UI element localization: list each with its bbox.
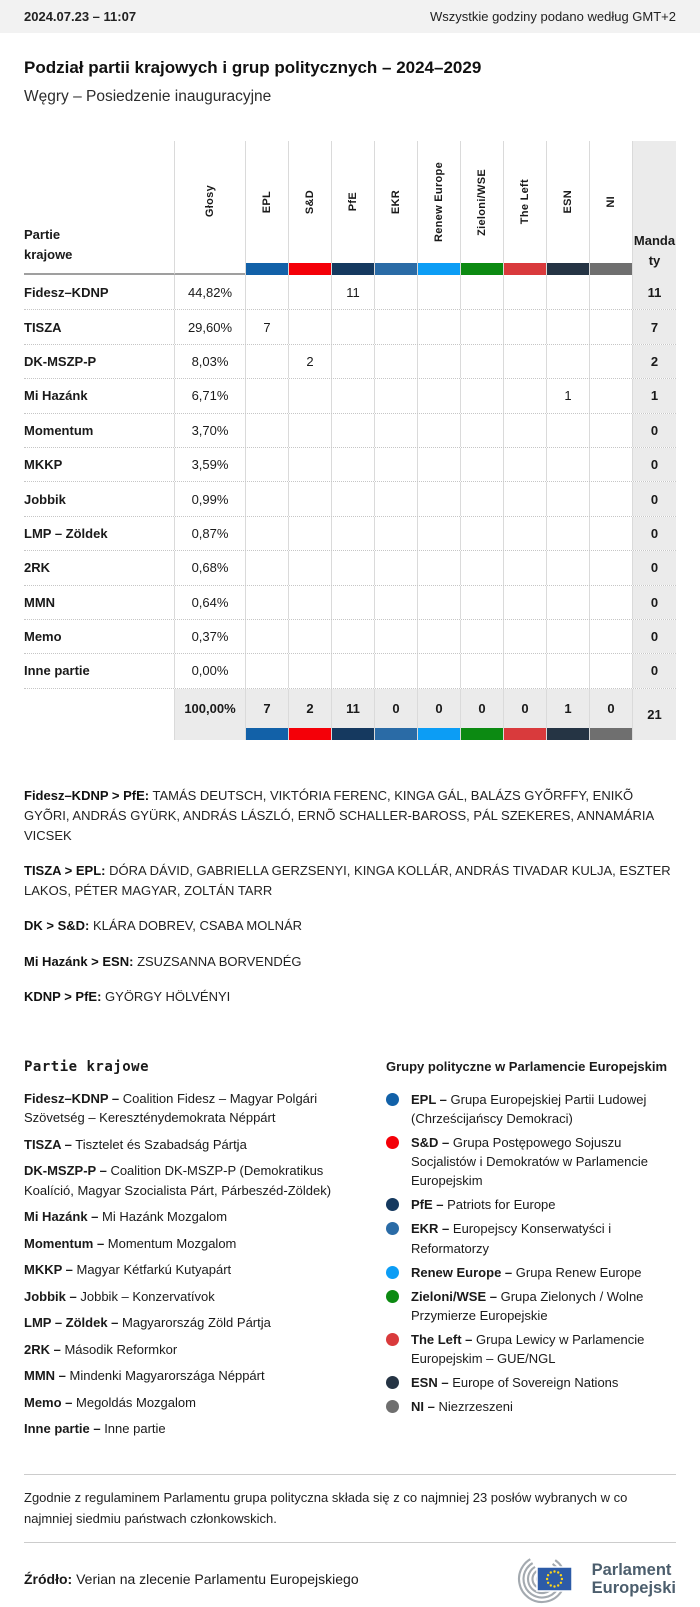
- group-cell: [417, 586, 460, 619]
- seats-cell: 11: [632, 275, 676, 309]
- total-group-cell: 11: [331, 689, 374, 740]
- votes-cell: 29,60%: [174, 310, 245, 343]
- seats-cell: 0: [632, 482, 676, 515]
- group-cell: 7: [245, 310, 288, 343]
- group-color-dot: [386, 1376, 399, 1389]
- group-cell: [546, 448, 589, 481]
- group-cell: [546, 586, 589, 619]
- party-name: Fidesz–KDNP: [24, 284, 109, 300]
- legend-group-item: NI – Niezrzeszeni: [386, 1397, 676, 1416]
- seats-cell: 0: [632, 551, 676, 584]
- table-row: [24, 309, 676, 343]
- group-cell: [245, 586, 288, 619]
- group-cell: 2: [288, 345, 331, 378]
- group-cell: [546, 482, 589, 515]
- legend-party-item: TISZA – Tisztelet és Szabadság Pártja: [24, 1136, 247, 1152]
- group-color-dot: [386, 1400, 399, 1413]
- group-cell: [546, 414, 589, 447]
- group-cell: [374, 275, 417, 309]
- table-row: [24, 550, 676, 584]
- divider: [24, 1542, 676, 1543]
- hemicycle-icon: [508, 1551, 586, 1607]
- group-cell: [503, 448, 546, 481]
- table-row: [24, 344, 676, 378]
- legend-party-item: MKKP – Magyar Kétfarkú Kutyapárt: [24, 1262, 232, 1278]
- group-cell: [546, 654, 589, 687]
- source-text: Źródło: Verian na zlecenie Parlamentu Europejskiego: [24, 1571, 359, 1588]
- group-color-bar: [590, 263, 632, 275]
- group-color-bar: [590, 728, 632, 740]
- total-group-cell: 2: [288, 689, 331, 740]
- group-cell: [589, 551, 632, 584]
- group-color-bar: [332, 263, 374, 275]
- group-cell: [503, 275, 546, 309]
- legend-political-groups: [386, 1059, 676, 1446]
- group-cell: [288, 310, 331, 343]
- datetime: 2024.07.23 – 11:07: [24, 9, 137, 24]
- group-color-bar: [461, 728, 503, 740]
- group-cell: [374, 654, 417, 687]
- seats-cell: 7: [632, 310, 676, 343]
- legend-group-item: Zieloni/WSE – Grupa Zielonych / Wolne Przymierze Europejskie: [386, 1287, 676, 1325]
- group-cell: [546, 620, 589, 653]
- group-cell: [288, 448, 331, 481]
- group-color-dot: [386, 1093, 399, 1106]
- top-bar: [0, 0, 700, 33]
- group-cell: [331, 517, 374, 550]
- group-cell: [245, 414, 288, 447]
- group-cell: [331, 310, 374, 343]
- legend-group-item: EKR – Europejscy Konserwatyści i Reformatorzy: [386, 1219, 676, 1257]
- group-color-dot: [386, 1266, 399, 1279]
- page-subtitle: Węgry – Posiedzenie inauguracyjne: [24, 88, 272, 105]
- group-cell: [245, 345, 288, 378]
- group-cell: [503, 654, 546, 687]
- col-header-ekr: EKR: [374, 141, 417, 275]
- col-header-renew: Renew Europe: [417, 141, 460, 275]
- group-cell: [460, 414, 503, 447]
- party-name: 2RK: [24, 560, 51, 576]
- party-name: MMN: [24, 594, 56, 610]
- total-votes: 100,00%: [174, 689, 245, 740]
- seats-col-header: Mandaty: [632, 141, 676, 275]
- group-cell: [460, 448, 503, 481]
- group-cell: [589, 654, 632, 687]
- group-cell: [417, 310, 460, 343]
- seats-cell: 2: [632, 345, 676, 378]
- legend-group-item: PfE – Patriots for Europe: [386, 1195, 676, 1214]
- group-color-bar: [375, 263, 417, 275]
- group-cell: [331, 620, 374, 653]
- party-name: Inne partie: [24, 663, 90, 679]
- rules-note: Zgodnie z regulaminem Parlamentu grupa polityczna składa się z co najmniej 23 posłów wybranych w co najmniej siedmiu państwach członkowskich.: [24, 1489, 628, 1526]
- group-cell: [374, 448, 417, 481]
- group-color-bar: [246, 728, 288, 740]
- group-color-bar: [289, 728, 331, 740]
- group-cell: [503, 310, 546, 343]
- legend-national-parties: [24, 1059, 386, 1446]
- source-row: [24, 1551, 676, 1607]
- group-cell: [546, 517, 589, 550]
- votes-cell: 8,03%: [174, 345, 245, 378]
- seats-cell: 0: [632, 654, 676, 687]
- group-cell: [417, 551, 460, 584]
- votes-cell: 0,68%: [174, 551, 245, 584]
- group-color-dot: [386, 1198, 399, 1211]
- col-header-pfe: PfE: [331, 141, 374, 275]
- table-row: [24, 619, 676, 653]
- group-color-dot: [386, 1222, 399, 1235]
- table-total-row: [24, 688, 676, 740]
- group-cell: [589, 345, 632, 378]
- party-name: Memo: [24, 629, 62, 645]
- legend-section: [24, 1059, 676, 1446]
- group-cell: 11: [331, 275, 374, 309]
- delegations-section: [24, 786, 676, 1007]
- group-cell: [417, 379, 460, 412]
- votes-cell: 0,00%: [174, 654, 245, 687]
- party-name: DK-MSZP-P: [24, 353, 97, 369]
- votes-cell: 6,71%: [174, 379, 245, 412]
- legend-party-item: Inne partie – Inne partie: [24, 1421, 166, 1437]
- party-name: LMP – Zöldek: [24, 525, 108, 541]
- group-cell: [288, 551, 331, 584]
- group-cell: [460, 275, 503, 309]
- total-group-cell: 1: [546, 689, 589, 740]
- group-cell: [245, 654, 288, 687]
- group-cell: [503, 551, 546, 584]
- seats-cell: 0: [632, 448, 676, 481]
- total-group-cell: 0: [589, 689, 632, 740]
- group-cell: [374, 586, 417, 619]
- group-cell: [374, 620, 417, 653]
- ep-logo-text: Parlament Europejski: [591, 1560, 676, 1598]
- legend-party-item: DK-MSZP-P – Coalition DK-MSZP-P (Demokratikus Koalíció, Magyar Szocialista Párt, Párbeszéd-Zöldek): [24, 1163, 332, 1198]
- group-cell: [374, 345, 417, 378]
- group-color-dot: [386, 1136, 399, 1149]
- votes-cell: 44,82%: [174, 275, 245, 309]
- group-color-dot: [386, 1290, 399, 1303]
- group-color-dot: [386, 1333, 399, 1346]
- group-cell: [374, 414, 417, 447]
- group-cell: [589, 275, 632, 309]
- table-header-row: [24, 141, 676, 275]
- party-name: Momentum: [24, 422, 94, 438]
- delegation-note: Fidesz–KDNP > PfE: TAMÁS DEUTSCH, VIKTÓRIA FERENC, KINGA GÁL, BALÁZS GYÕRFFY, ENIKÕ GYÕRI, ANDRÁS GYÜRK, ANDRÁS LÁSZLÓ, ERNÕ SCHALLER-BAROSS, PÁL SZEKERES, ANNAMÁRIA VICSEK: [24, 787, 654, 843]
- col-header-ni: NI: [589, 141, 632, 275]
- group-cell: [374, 310, 417, 343]
- votes-cell: 0,87%: [174, 517, 245, 550]
- group-cell: [546, 551, 589, 584]
- votes-cell: 3,59%: [174, 448, 245, 481]
- ep-logo: [508, 1551, 676, 1607]
- legend-parties-header: Partie krajowe: [24, 1058, 150, 1075]
- legend-party-item: Mi Hazánk – Mi Hazánk Mozgalom: [24, 1209, 228, 1225]
- group-cell: [245, 517, 288, 550]
- results-table: [24, 141, 676, 740]
- total-empty-cell: [24, 689, 174, 740]
- col-header-sd: S&D: [288, 141, 331, 275]
- group-cell: [546, 275, 589, 309]
- group-cell: [460, 310, 503, 343]
- col-header-zieloni: Zieloni/WSE: [460, 141, 503, 275]
- group-color-bar: [246, 263, 288, 275]
- group-cell: [589, 517, 632, 550]
- group-cell: [245, 620, 288, 653]
- group-cell: [503, 414, 546, 447]
- legend-group-item: S&D – Grupa Postępowego Sojuszu Socjalistów i Demokratów w Parlamencie Europejskim: [386, 1133, 676, 1190]
- col-header-epl: EPL: [245, 141, 288, 275]
- group-cell: [288, 379, 331, 412]
- legend-group-item: The Left – Grupa Lewicy w Parlamencie Europejskim – GUE/NGL: [386, 1330, 676, 1368]
- table-row: [24, 481, 676, 515]
- group-cell: [331, 551, 374, 584]
- total-group-cell: 7: [245, 689, 288, 740]
- legend-group-item: ESN – Europe of Sovereign Nations: [386, 1373, 676, 1392]
- group-color-bar: [461, 263, 503, 275]
- group-cell: [417, 517, 460, 550]
- legend-party-item: LMP – Zöldek – Magyarország Zöld Pártja: [24, 1315, 271, 1331]
- party-col-header: Partie krajowe: [24, 141, 174, 275]
- group-cell: [589, 620, 632, 653]
- group-cell: [546, 310, 589, 343]
- group-cell: [503, 517, 546, 550]
- table-row: [24, 413, 676, 447]
- seats-cell: 0: [632, 586, 676, 619]
- group-color-bar: [504, 728, 546, 740]
- group-cell: [546, 345, 589, 378]
- group-cell: [245, 482, 288, 515]
- group-cell: [417, 345, 460, 378]
- group-cell: [417, 620, 460, 653]
- group-cell: [288, 414, 331, 447]
- votes-cell: 0,99%: [174, 482, 245, 515]
- group-cell: [245, 379, 288, 412]
- votes-cell: 0,37%: [174, 620, 245, 653]
- group-cell: [460, 517, 503, 550]
- timezone-note: Wszystkie godziny podano według GMT+2: [429, 9, 676, 24]
- group-cell: [374, 482, 417, 515]
- legend-party-item: Momentum – Momentum Mozgalom: [24, 1235, 237, 1251]
- group-color-bar: [547, 728, 589, 740]
- group-cell: [417, 654, 460, 687]
- group-cell: [417, 482, 460, 515]
- votes-cell: 0,64%: [174, 586, 245, 619]
- group-cell: 1: [546, 379, 589, 412]
- col-header-theleft: The Left: [503, 141, 546, 275]
- group-cell: [331, 379, 374, 412]
- group-cell: [331, 414, 374, 447]
- group-cell: [503, 620, 546, 653]
- group-cell: [589, 379, 632, 412]
- seats-cell: 0: [632, 620, 676, 653]
- group-color-bar: [418, 728, 460, 740]
- group-color-bar: [375, 728, 417, 740]
- group-cell: [331, 448, 374, 481]
- legend-group-item: EPL – Grupa Europejskiej Partii Ludowej (Chrześcijańscy Demokraci): [386, 1090, 676, 1128]
- delegation-note: TISZA > EPL: DÓRA DÁVID, GABRIELLA GERZSENYI, KINGA KOLLÁR, ANDRÁS TIVADAR KULJA, ESZTER LAKOS, PÉTER MAGYAR, ZOLTÁN TARR: [24, 863, 671, 899]
- divider: [24, 1474, 676, 1475]
- group-cell: [417, 448, 460, 481]
- seats-cell: 0: [632, 414, 676, 447]
- group-cell: [589, 448, 632, 481]
- group-cell: [589, 482, 632, 515]
- votes-cell: 3,70%: [174, 414, 245, 447]
- total-group-cell: 0: [460, 689, 503, 740]
- group-cell: [374, 551, 417, 584]
- group-cell: [503, 345, 546, 378]
- legend-party-item: Jobbik – Jobbik – Konzervatívok: [24, 1288, 215, 1304]
- party-name: TISZA: [24, 319, 62, 335]
- legend-group-item: Renew Europe – Grupa Renew Europe: [386, 1263, 676, 1282]
- page-title: Podział partii krajowych i grup politycznych – 2024–2029: [24, 58, 482, 77]
- group-cell: [288, 482, 331, 515]
- legend-party-item: MMN – Mindenki Magyarországa Néppárt: [24, 1368, 265, 1384]
- group-cell: [374, 517, 417, 550]
- group-cell: [460, 586, 503, 619]
- total-group-cell: 0: [417, 689, 460, 740]
- group-cell: [288, 620, 331, 653]
- group-cell: [331, 586, 374, 619]
- legend-party-item: Fidesz–KDNP – Coalition Fidesz – Magyar Polgári Szövetség – Kereszténydemokrata Néppárt: [24, 1090, 318, 1126]
- delegation-note: DK > S&D: KLÁRA DOBREV, CSABA MOLNÁR: [24, 918, 303, 934]
- col-header-esn: ESN: [546, 141, 589, 275]
- party-name: Mi Hazánk: [24, 388, 88, 404]
- group-cell: [589, 414, 632, 447]
- votes-col-header: Głosy: [174, 141, 245, 275]
- group-cell: [460, 482, 503, 515]
- group-cell: [374, 379, 417, 412]
- group-cell: [245, 551, 288, 584]
- table-body: [24, 275, 676, 688]
- group-cell: [417, 414, 460, 447]
- legend-party-item: 2RK – Második Reformkor: [24, 1341, 178, 1357]
- group-cell: [460, 654, 503, 687]
- group-cell: [589, 586, 632, 619]
- group-cell: [331, 482, 374, 515]
- total-group-cell: 0: [374, 689, 417, 740]
- group-color-bar: [332, 728, 374, 740]
- group-color-bar: [289, 263, 331, 275]
- group-cell: [460, 345, 503, 378]
- group-cell: [288, 517, 331, 550]
- group-cell: [245, 448, 288, 481]
- group-cell: [460, 620, 503, 653]
- table-row: [24, 585, 676, 619]
- seats-cell: 0: [632, 517, 676, 550]
- delegation-note: Mi Hazánk > ESN: ZSUZSANNA BORVENDÉG: [24, 953, 302, 969]
- group-cell: [503, 482, 546, 515]
- table-row: [24, 378, 676, 412]
- group-cell: [503, 379, 546, 412]
- legend-party-item: Memo – Megoldás Mozgalom: [24, 1394, 196, 1410]
- table-row: [24, 653, 676, 687]
- group-cell: [288, 275, 331, 309]
- group-cell: [589, 310, 632, 343]
- seats-cell: 1: [632, 379, 676, 412]
- table-row: [24, 275, 676, 309]
- group-cell: [331, 654, 374, 687]
- group-cell: [503, 586, 546, 619]
- group-cell: [460, 379, 503, 412]
- party-name: MKKP: [24, 457, 63, 473]
- group-cell: [288, 586, 331, 619]
- group-cell: [288, 654, 331, 687]
- table-row: [24, 447, 676, 481]
- group-cell: [331, 345, 374, 378]
- party-name: Jobbik: [24, 491, 66, 507]
- table-row: [24, 516, 676, 550]
- group-cell: [417, 275, 460, 309]
- total-group-cell: 0: [503, 689, 546, 740]
- total-seats: 21: [632, 689, 676, 740]
- group-color-bar: [504, 263, 546, 275]
- legend-groups-header: Grupy polityczne w Parlamencie Europejskim: [386, 1058, 668, 1074]
- group-color-bar: [547, 263, 589, 275]
- group-cell: [460, 551, 503, 584]
- group-cell: [245, 275, 288, 309]
- group-color-bar: [418, 263, 460, 275]
- delegation-note: KDNP > PfE: GYÖRGY HÖLVÉNYI: [24, 988, 231, 1004]
